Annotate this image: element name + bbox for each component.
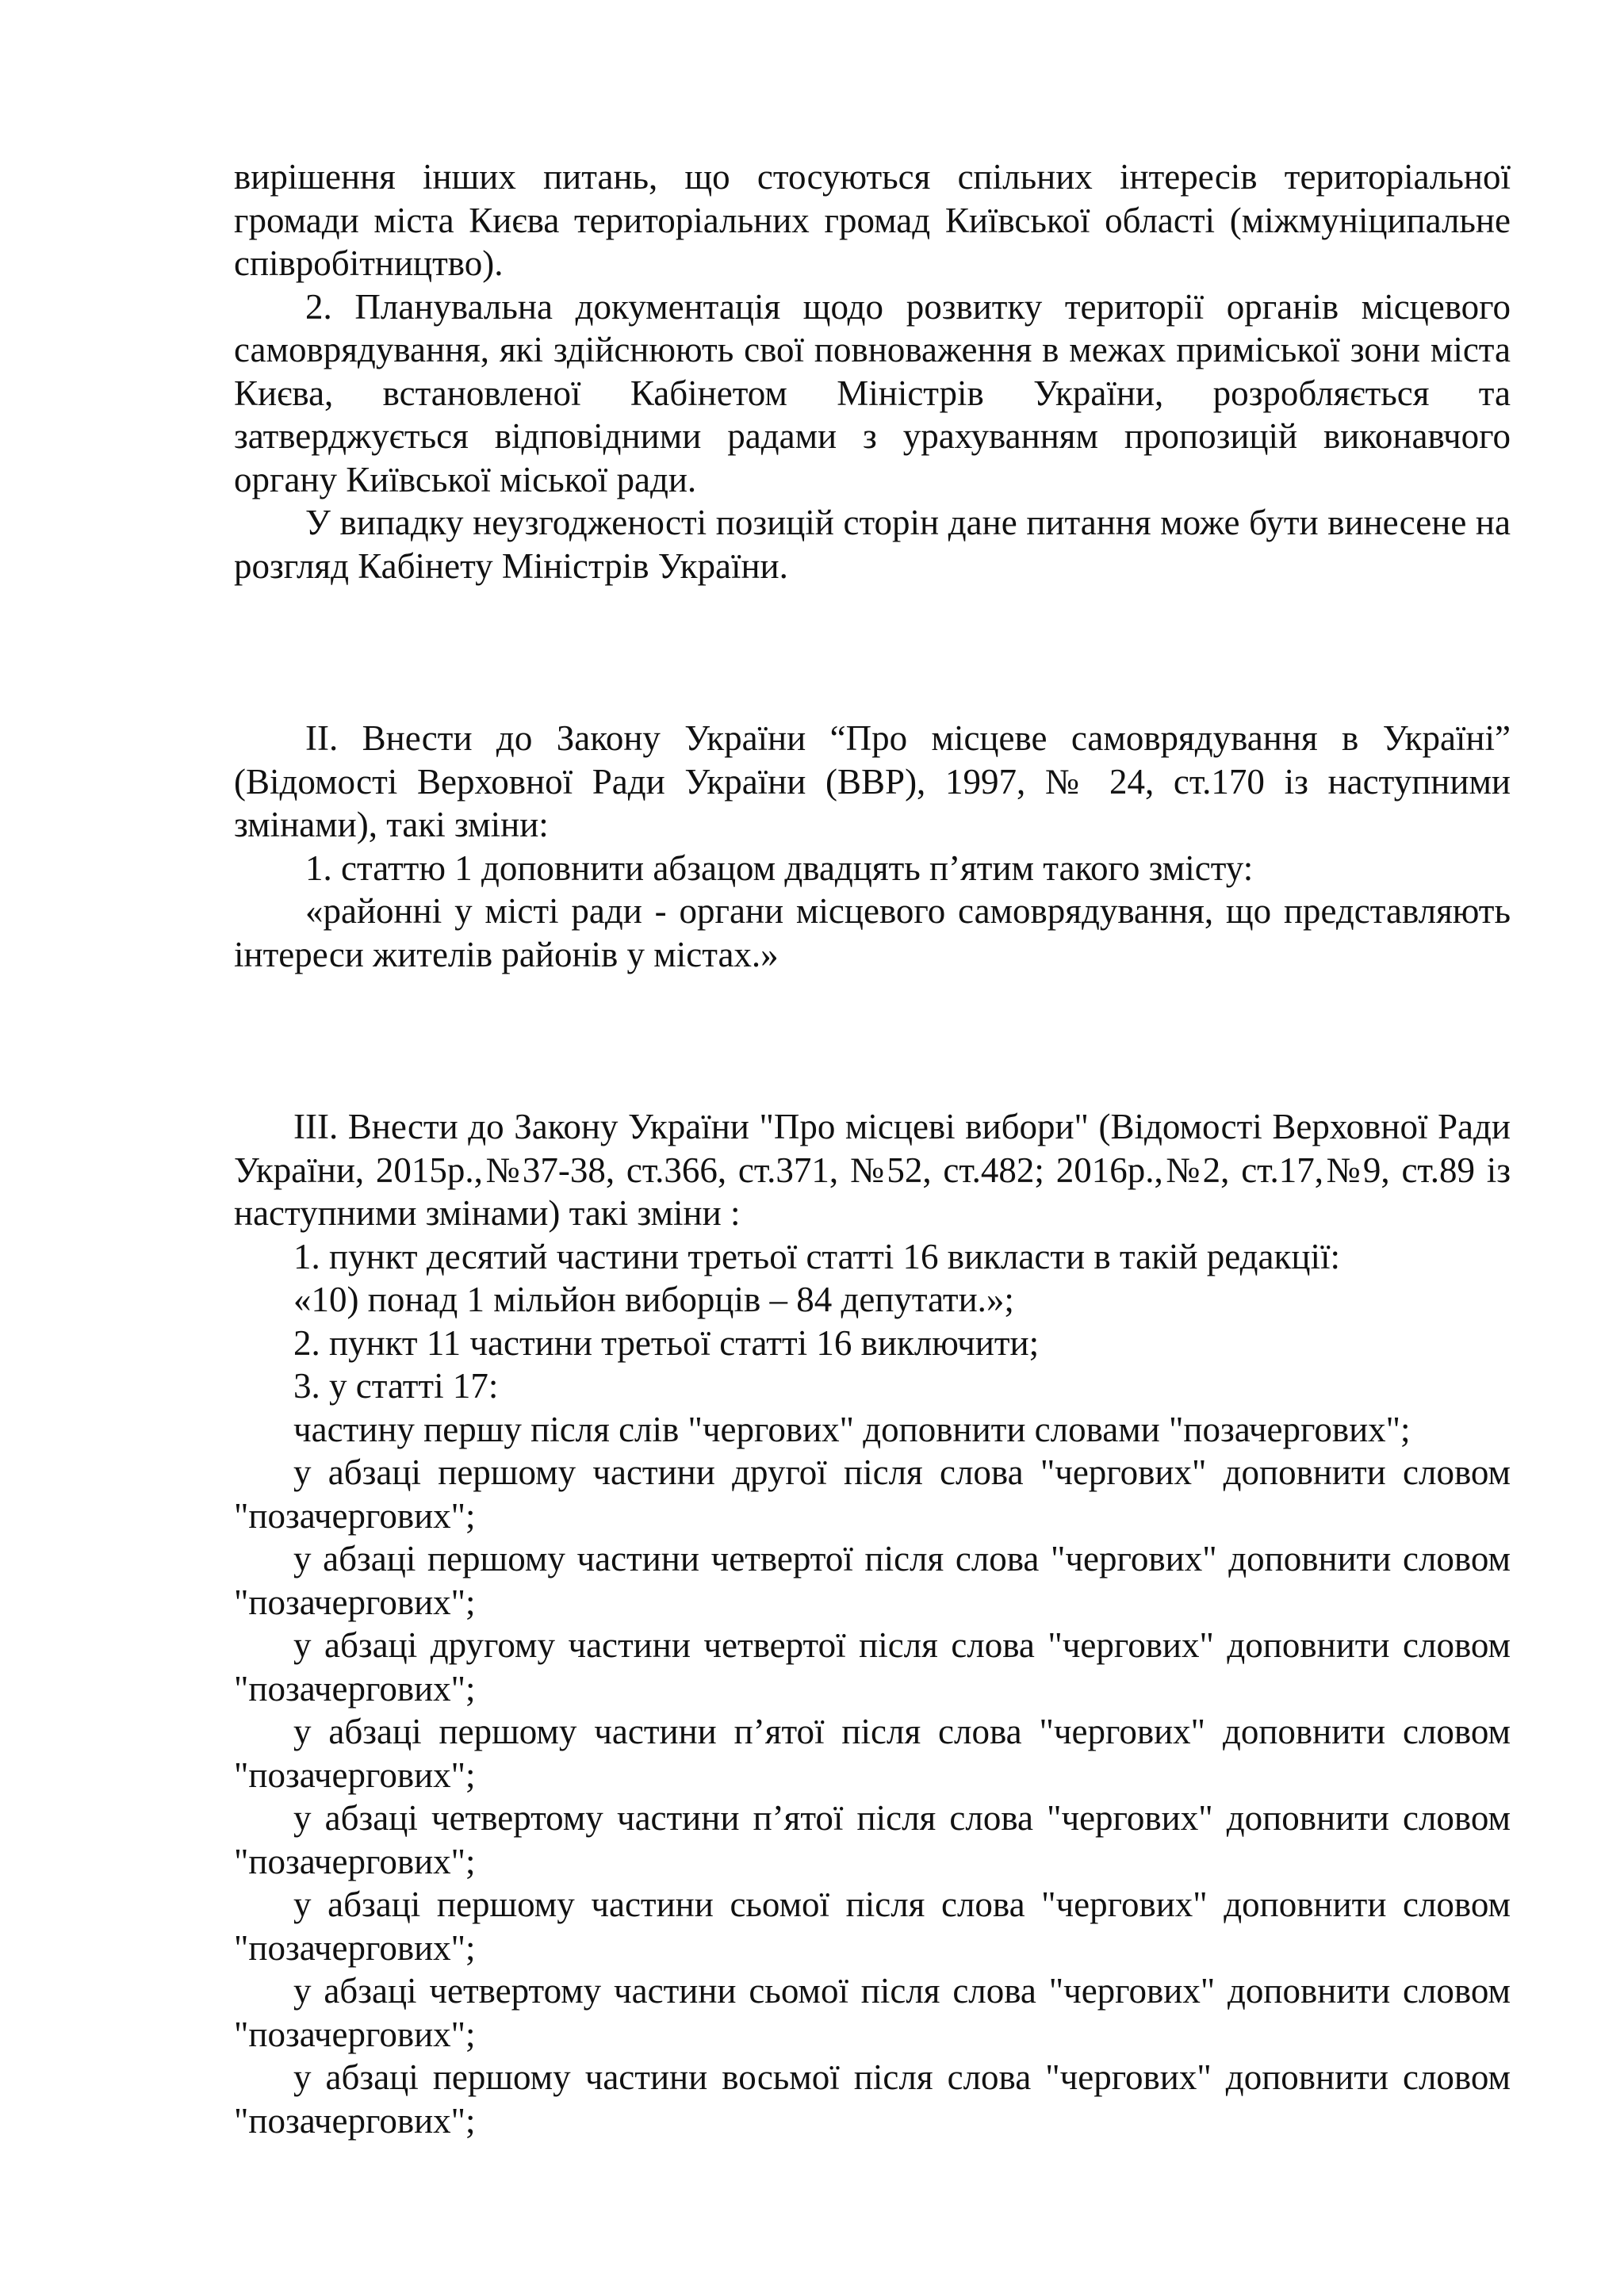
section-ii-quote: «районні у місті ради - органи місцевого самоврядування, що представляють інтереси жителів районів у містах.» [234, 891, 1511, 974]
section-iii-item: «10) понад 1 мільйон виборців – 84 депутати.»; [293, 1280, 1014, 1319]
section-iii-item: 3. у статті 17: [293, 1366, 499, 1406]
section-iii-item: 2. пункт 11 частини третьої статті 16 виключити; [293, 1322, 1040, 1363]
section-iii-item: у абзаці першому частини п’ятої після слова "чергових" доповнити словом "позачергових"; [234, 1712, 1511, 1795]
section-iii-item: у абзаці першому частини четвертої після слова "чергових" доповнити словом "позачергових"; [234, 1539, 1511, 1622]
section-iii-item: у абзаці першому частини сьомої після слова "чергових" доповнити словом "позачергових"; [234, 1885, 1511, 1968]
section-ii-heading-paragraph: II. Внести до Закону України “Про місцеве самоврядування в Україні” (Відомості Верховної Ради України (ВВР), 1997, № 24, ст.170 із наступними змінами), такі зміни: [234, 718, 1511, 844]
section-spacer [234, 976, 1511, 1105]
section-spacer [234, 587, 1511, 717]
paragraph-planning-documentation: 2. Планувальна документація щодо розвитку території органів місцевого самоврядування, які здійснюють свої повноваження в межах приміської зони міста Києва, встановленої Кабінетом Міністрів України, розробляється та затверджується відповідними радами з урахуванням пропозицій виконавчого органу Київської міської ради. [234, 286, 1511, 499]
section-iii-item: у абзаці другому частини четвертої після слова "чергових" доповнити словом "позачергових"; [234, 1625, 1511, 1709]
section-iii-item: у абзаці четвертому частини сьомої після слова "чергових" доповнити словом "позачергових"; [234, 1971, 1511, 2054]
section-iii-item: частину першу після слів "чергових" доповнити словами "позачергових"; [293, 1409, 1411, 1449]
paragraph-continuation: вирішення інших питань, що стосуються спільних інтересів територіальної громади міста Києва територіальних громад Київської області (міжмуніципальне співробітництво). [234, 157, 1511, 283]
section-iii-item: у абзаці першому частини восьмої після слова "чергових" доповнити словом "позачергових"; [234, 2057, 1511, 2141]
section-iii-heading-paragraph: III. Внести до Закону України "Про місцеві вибори" (Відомості Верховної Ради України, 2015р.,№37-38, ст.366, ст.371, №52, ст.482; 2016р.,№2, ст.17,№9, ст.89 із наступними змінами) такі зміни : [234, 1107, 1511, 1233]
paragraph-disagreement: У випадку неузгодженості позицій сторін дане питання може бути винесене на розгляд Кабінету Міністрів України. [234, 503, 1511, 586]
section-iii-item: у абзаці першому частини другої після слова "чергових" доповнити словом "позачергових"; [234, 1452, 1511, 1536]
section-iii-item: у абзаці четвертому частини п’ятої після слова "чергових" доповнити словом "позачергових"; [234, 1798, 1511, 1881]
document-page [234, 155, 1511, 2142]
section-iii-item: 1. пункт десятий частини третьої статті 16 викласти в такій редакції: [293, 1236, 1340, 1276]
section-ii-item-1: 1. статтю 1 доповнити абзацом двадцять п’ятим такого змісту: [305, 848, 1254, 888]
